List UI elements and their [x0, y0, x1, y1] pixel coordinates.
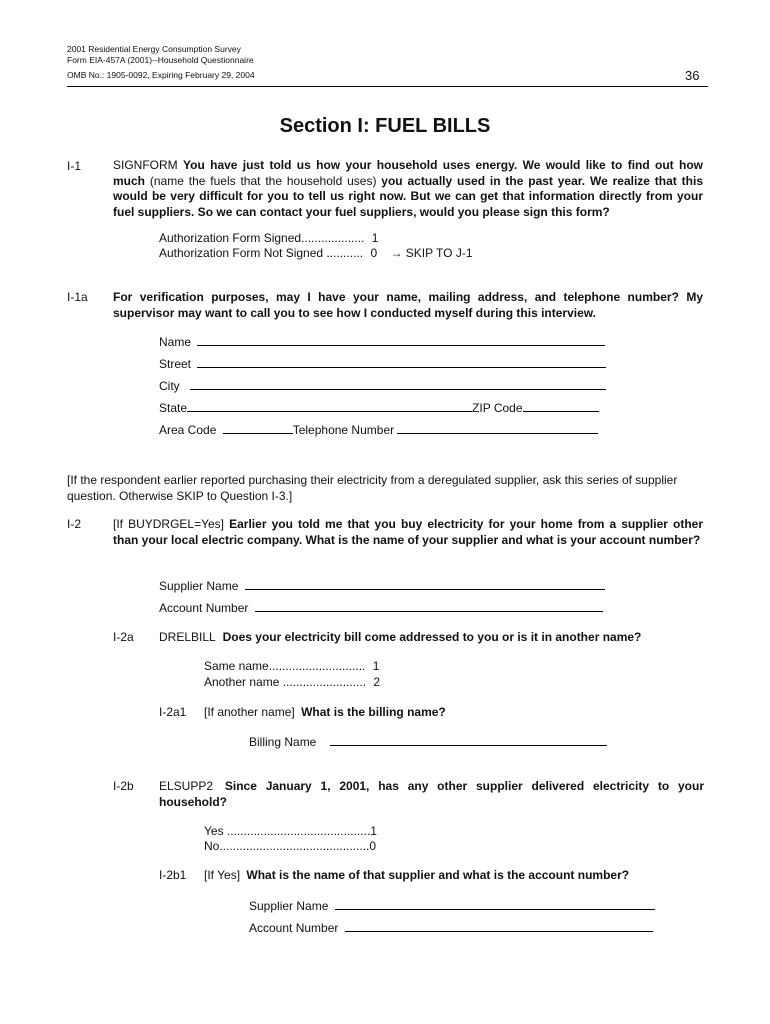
- name-field[interactable]: [159, 334, 605, 350]
- question-i1-text-normal: (name the fuels that the household uses): [149, 173, 377, 188]
- option-code: 2: [373, 675, 381, 689]
- option-label: Same name.............................: [204, 659, 366, 673]
- variable-elsupp2: ELSUPP2: [159, 779, 214, 793]
- option-code: 1: [371, 231, 379, 245]
- page-number: 36: [685, 68, 700, 83]
- billing-name-label: Billing Name: [249, 735, 317, 749]
- name-input[interactable]: [197, 334, 605, 346]
- other-account-number-input[interactable]: [345, 920, 653, 932]
- variable-signform: SIGNFORM: [113, 158, 178, 172]
- supplier-name-input[interactable]: [245, 578, 605, 590]
- city-field[interactable]: [159, 378, 606, 394]
- question-label-i2b: I-2b: [113, 779, 134, 793]
- section-title: Section I: FUEL BILLS: [279, 115, 491, 137]
- survey-title: 2001 Residential Energy Consumption Survey: [67, 44, 241, 54]
- telephone-label: Telephone Number: [292, 423, 395, 437]
- question-i2a1-text: What is the billing name?: [301, 705, 446, 719]
- option-yes[interactable]: [204, 824, 377, 840]
- area-code-input[interactable]: [223, 422, 293, 434]
- street-label: Street: [159, 357, 192, 371]
- question-i2-text: Earlier you told me that you buy electricity for your home from a supplier other than your local electric company. What is the name of your supplier and what is your account number?: [113, 517, 704, 547]
- account-number-label: Account Number: [159, 601, 249, 615]
- street-input[interactable]: [197, 356, 606, 368]
- option-label: Authorization Form Signed...................: [159, 231, 365, 245]
- city-input[interactable]: [190, 378, 606, 390]
- area-code-label: Area Code: [159, 423, 217, 437]
- other-supplier-name-label: Supplier Name: [249, 899, 329, 913]
- other-supplier-name-field[interactable]: [249, 898, 655, 914]
- option-form-signed[interactable]: [159, 231, 378, 247]
- state-label: State: [159, 401, 188, 415]
- option-code: 0: [370, 246, 378, 260]
- other-account-number-label: Account Number: [249, 921, 339, 935]
- phone-field[interactable]: [159, 422, 598, 438]
- question-i2a-text: Does your electricity bill come addressed to you or is it in another name?: [222, 630, 642, 644]
- option-another-name[interactable]: [204, 675, 380, 691]
- interviewer-note: [If the respondent earlier reported purchasing their electricity from a deregulated supplier, ask this series of supplier question. Otherwise SKIP to Question I-3.]: [67, 473, 678, 503]
- question-i1: [113, 158, 703, 220]
- omb-number: OMB No.: 1905-0092, Expiring February 29, 2004: [67, 70, 255, 80]
- street-field[interactable]: [159, 356, 606, 372]
- question-label-i1: I-1: [67, 159, 82, 173]
- question-i2b-text: Since January 1, 2001, has any other supplier delivered electricity to your household?: [159, 779, 704, 809]
- option-no[interactable]: [204, 839, 376, 855]
- question-i2: [113, 517, 703, 548]
- option-code: 1: [370, 824, 377, 838]
- supplier-name-label: Supplier Name: [159, 579, 239, 593]
- question-label-i2: I-2: [67, 517, 82, 531]
- condition-i2a1: [If another name]: [204, 705, 295, 719]
- option-code: 1: [372, 659, 380, 673]
- question-i2b1: [204, 868, 704, 884]
- option-label: Another name .........................: [204, 675, 367, 689]
- other-supplier-name-input[interactable]: [335, 898, 655, 910]
- question-label-i1a: I-1a: [67, 290, 88, 304]
- header-rule: [67, 86, 708, 87]
- billing-name-field[interactable]: [249, 734, 607, 750]
- condition-i2b1: [If Yes]: [204, 868, 241, 882]
- zip-label: ZIP Code: [472, 401, 523, 415]
- question-i2a1: [204, 705, 704, 721]
- account-number-field[interactable]: [159, 600, 603, 616]
- question-i2b: [159, 779, 704, 810]
- option-label: Authorization Form Not Signed ...........: [159, 246, 364, 260]
- telephone-input[interactable]: [397, 422, 598, 434]
- skip-instruction: → SKIP TO J-1: [390, 246, 473, 260]
- option-label: No.............................................: [204, 839, 370, 853]
- option-same-name[interactable]: [204, 659, 379, 675]
- zip-input[interactable]: [523, 400, 599, 412]
- account-number-input[interactable]: [255, 600, 603, 612]
- question-label-i2a: I-2a: [113, 630, 134, 644]
- name-label: Name: [159, 335, 192, 349]
- form-id: Form EIA-457A (2001)--Household Questionnaire: [67, 55, 254, 65]
- question-label-i2a1: I-2a1: [159, 705, 187, 719]
- question-i1-text-1: You have just told us how your household uses energy. We would like to find out how much: [113, 158, 703, 188]
- state-input[interactable]: [187, 400, 472, 412]
- city-label: City: [159, 379, 180, 393]
- question-label-i2b1: I-2b1: [159, 868, 187, 882]
- supplier-name-field[interactable]: [159, 578, 605, 594]
- billing-name-input[interactable]: [330, 734, 607, 746]
- question-i1a: For verification purposes, may I have your name, mailing address, and telephone number? My supervisor may want to call you to see how I conducted myself during this interview.: [113, 290, 703, 320]
- variable-drelbill: DRELBILL: [159, 630, 216, 644]
- question-i2a: [159, 630, 704, 646]
- option-label: Yes ...........................................: [204, 824, 371, 838]
- option-form-not-signed[interactable]: [159, 246, 473, 262]
- option-code: 0: [369, 839, 377, 853]
- other-account-number-field[interactable]: [249, 920, 653, 936]
- question-i2b1-text: What is the name of that supplier and what is the account number?: [246, 868, 630, 882]
- question-i1-text-2: you actually used in the past year. We realize that this would be very difficult for you to tell us right now. But we can get that information directly from your fuel suppliers. So we can contact your fuel suppliers, would you please sign this form?: [113, 173, 703, 219]
- condition-i2: [If BUYDRGEL=Yes]: [113, 517, 225, 531]
- state-zip-field[interactable]: [159, 400, 599, 416]
